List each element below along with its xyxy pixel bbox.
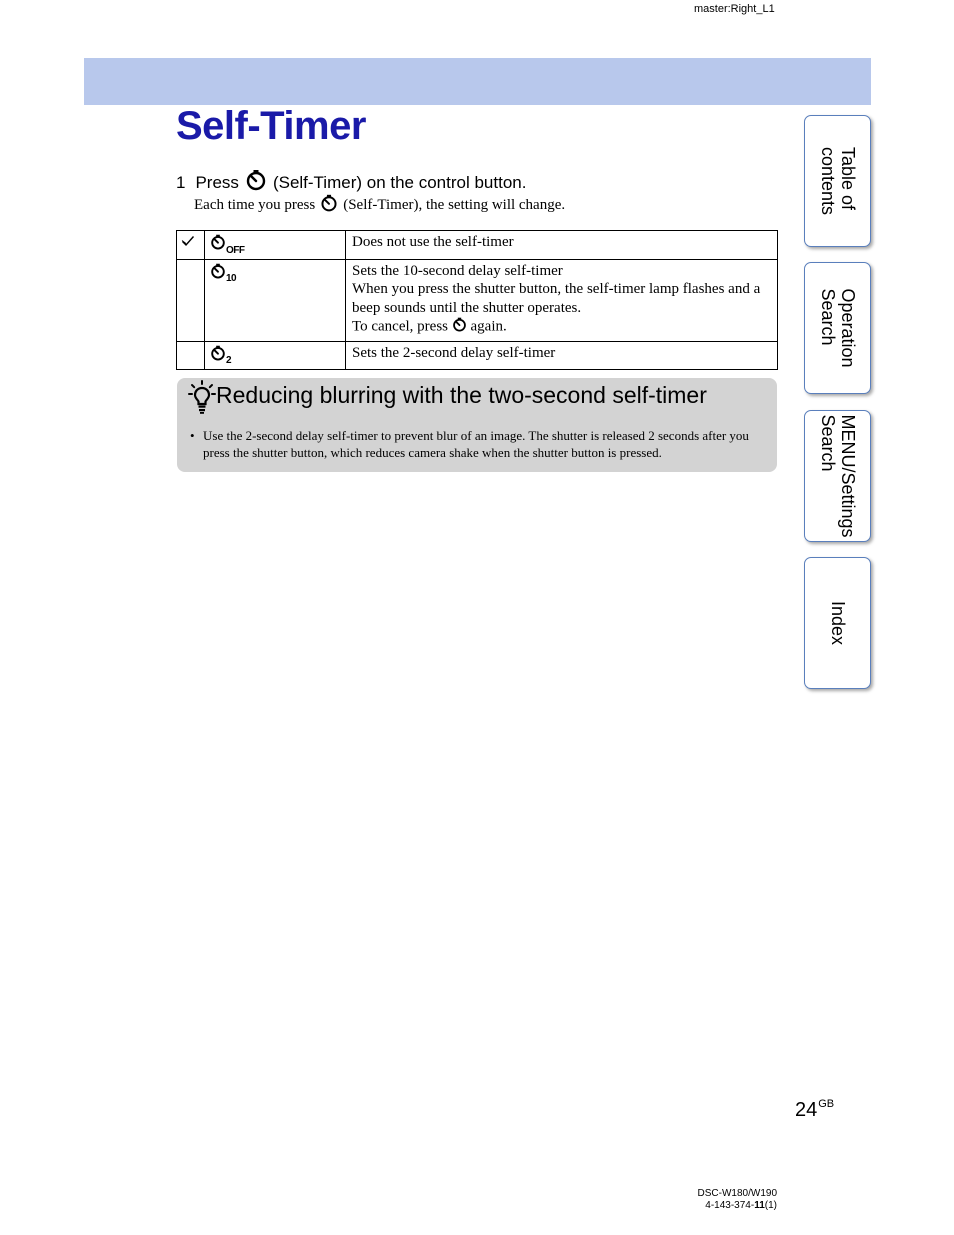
default-cell xyxy=(177,341,205,370)
tab-menu-settings-search[interactable] xyxy=(804,410,871,542)
step-1 xyxy=(176,169,526,196)
default-cell xyxy=(177,231,205,260)
mode-description: When you press the shutter button, the self-timer lamp flashes and a beep sounds until the shutter operates. xyxy=(352,281,761,316)
mode-symbol-cell xyxy=(205,231,346,260)
mode-description: Sets the 2-second delay self-timer xyxy=(352,344,556,361)
mode-cancel-note xyxy=(352,317,772,338)
step-note-after: (Self-Timer), the setting will change. xyxy=(343,197,566,213)
hint-title: Reducing blurring with the two-second self-timer xyxy=(216,382,707,408)
step-number: 1 xyxy=(176,172,186,192)
page-number: $24^{GB}$ xyxy=(795,1098,835,1121)
part-code: 4-143-374-11(1) xyxy=(705,1200,777,1211)
mode-symbol-label: 2 xyxy=(226,355,232,366)
self-timer-modes-table xyxy=(176,230,778,370)
mode-description-cell xyxy=(346,341,778,370)
check-icon xyxy=(181,234,195,253)
tab-label: Search xyxy=(817,288,838,346)
mode-description-cell xyxy=(346,231,778,260)
cancel-text-before: To cancel, press xyxy=(352,318,448,335)
self-timer-icon xyxy=(320,194,338,217)
step-text-after: (Self-Timer) on the control button. xyxy=(272,172,527,192)
mode-symbol-cell xyxy=(205,259,346,341)
footer-model-info xyxy=(698,1188,777,1212)
table-row xyxy=(177,341,778,370)
default-cell xyxy=(177,259,205,341)
self-timer-icon xyxy=(452,317,467,338)
tab-table-of-contents[interactable] xyxy=(804,115,871,247)
tab-label: Table of xyxy=(837,146,858,211)
table-row xyxy=(177,231,778,260)
page-title: Self-Timer xyxy=(176,104,366,148)
tab-label: Search xyxy=(817,414,838,472)
self-timer-icon xyxy=(210,234,226,256)
lightbulb-hint-icon xyxy=(188,380,216,419)
tab-index[interactable] xyxy=(804,557,871,689)
cancel-text-after: again. xyxy=(470,318,507,335)
header-bar xyxy=(84,58,871,105)
self-timer-icon xyxy=(210,345,226,367)
model-name: DSC-W180/W190 xyxy=(697,1188,777,1199)
step-note-before: Each time you press xyxy=(194,197,316,213)
master-label: master:Right_L1 xyxy=(694,3,775,15)
hint-box xyxy=(177,378,777,472)
mode-description: Sets the 10-second delay self-timer xyxy=(352,262,563,279)
page-number-suffix: GB xyxy=(818,1098,835,1110)
mode-symbol-label: 10 xyxy=(226,273,237,284)
tab-label: Index xyxy=(827,600,848,646)
tab-operation-search[interactable] xyxy=(804,262,871,394)
tab-label: Operation xyxy=(837,288,858,368)
bullet: • xyxy=(190,428,195,443)
tab-label: MENU/Settings xyxy=(837,414,858,538)
self-timer-icon xyxy=(210,263,226,285)
hint-text: Use the 2-second delay self-timer to prevent blur of an image. The shutter is released 2 seconds after you press the shutter button, which reduces camera shake when the shutter button is pressed. xyxy=(203,428,749,460)
table-row xyxy=(177,259,778,341)
mode-description: Does not use the self-timer xyxy=(352,234,514,250)
step-text-before: Press xyxy=(195,172,239,192)
step-note xyxy=(194,194,565,217)
mode-symbol-cell xyxy=(205,341,346,370)
mode-symbol-label: OFF xyxy=(226,244,245,256)
tab-label: contents xyxy=(817,146,838,216)
mode-description-cell xyxy=(346,259,778,341)
hint-bullet-item xyxy=(190,427,770,461)
self-timer-icon xyxy=(245,169,267,196)
